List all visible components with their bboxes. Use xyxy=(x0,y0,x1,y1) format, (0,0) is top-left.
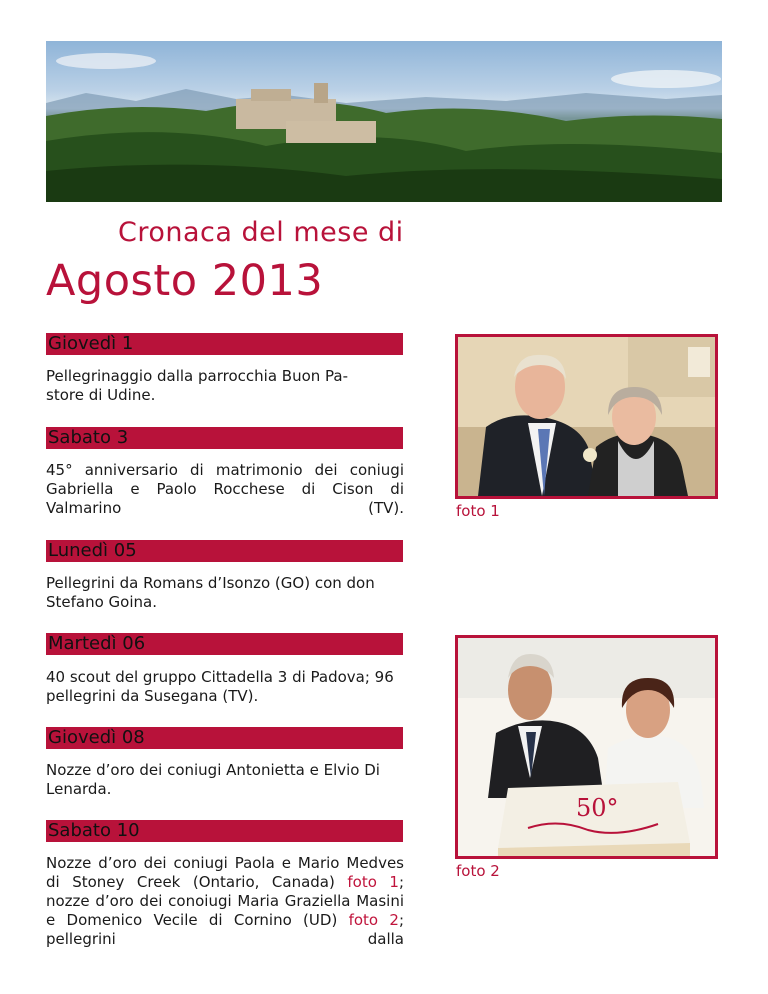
entry-text: Pellegrinaggio dalla parrocchia Buon Pa- store di Udine. xyxy=(46,367,349,404)
day-heading: Lunedì 05 xyxy=(46,540,403,562)
photo-reference-link[interactable]: foto 1 xyxy=(347,873,399,891)
day-heading: Giovedì 1 xyxy=(46,333,403,355)
day-heading: Sabato 10 xyxy=(46,820,403,842)
entry-text-content: 45° anniversario di matrimonio dei coniugi Gabriella e Paolo Rocchese di Cison di Valmarino (TV). xyxy=(46,461,404,517)
cake-text: 50° xyxy=(576,794,619,822)
entry-text-part: ; pellegrini dalla xyxy=(46,911,405,948)
entry-text: Pellegrini da Romans d’Isonzo (GO) con don Stefano Goina. xyxy=(46,574,375,611)
section-subtitle: Cronaca del mese di xyxy=(118,217,404,248)
day-heading: Martedì 06 xyxy=(46,633,403,655)
header-banner-image xyxy=(46,41,722,202)
entry-text: 40 scout del gruppo Cittadella 3 di Padova; 96 pellegrini da Susegana (TV). xyxy=(46,668,394,705)
photo-caption: foto 1 xyxy=(456,502,500,520)
anniversary-photo-image xyxy=(458,638,715,856)
couple-photo-image xyxy=(458,337,715,496)
photo-1 xyxy=(455,334,718,499)
photo-caption: foto 2 xyxy=(456,862,500,880)
photo-reference-link[interactable]: foto 2 xyxy=(348,911,399,929)
entry-text xyxy=(46,461,404,518)
photo-2 xyxy=(455,635,718,859)
entry-text-part: Nozze d’oro dei coniugi Paola e Mario Medves di Stoney Creek (Ontario, Canada) xyxy=(46,854,404,891)
day-heading: Sabato 3 xyxy=(46,427,403,449)
page-title: Agosto 2013 xyxy=(46,256,324,306)
entry-text xyxy=(46,854,404,949)
day-heading: Giovedì 08 xyxy=(46,727,403,749)
entry-text-part: ; nozze d’oro dei conoiugi Maria Graziella Masini e Domenico Vecile di Cornino (UD) xyxy=(46,873,405,929)
entry-text: Nozze d’oro dei coniugi Antonietta e Elvio Di Lenarda. xyxy=(46,761,380,798)
